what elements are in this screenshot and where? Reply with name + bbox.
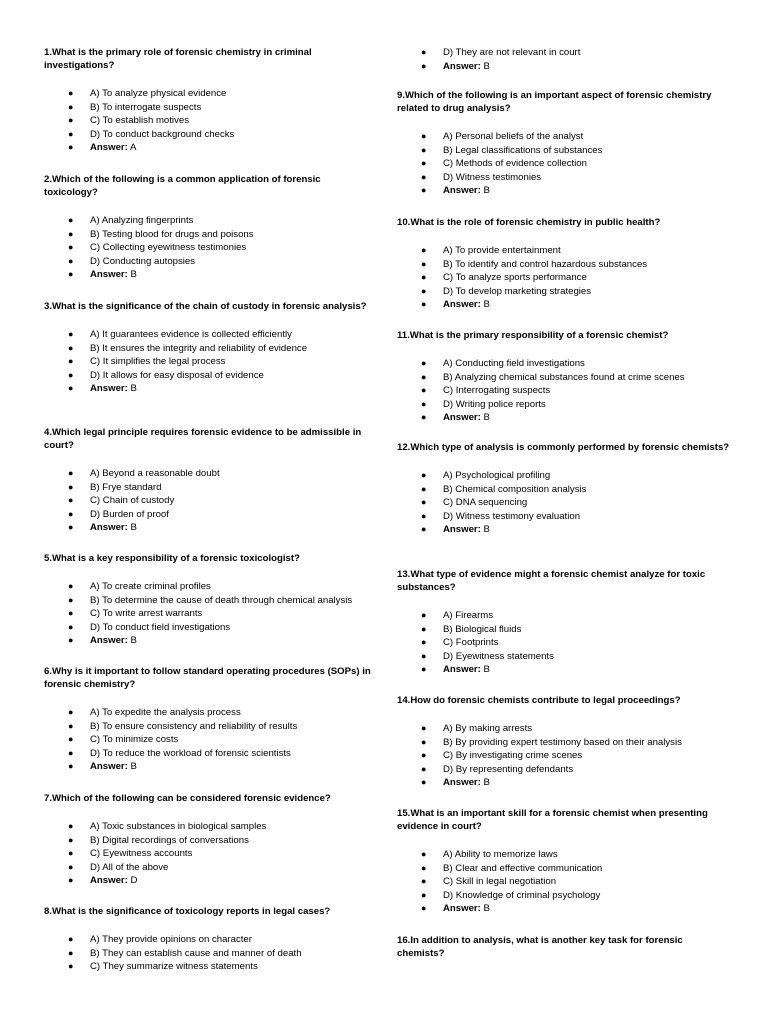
bullet-icon: ● [421, 903, 427, 914]
options-list [397, 357, 732, 425]
bullet-icon: ● [68, 707, 74, 717]
option-d: ● D) To reduce the workload of forensic scientists [68, 747, 291, 759]
bullet-icon: ● [421, 777, 427, 788]
bullet-icon: ● [68, 342, 74, 353]
bullet-icon: ● [68, 848, 74, 859]
question-text: 3.What is the significance of the chain of custody in forensic analysis? [44, 301, 367, 312]
answer: ● Answer: D [68, 875, 138, 887]
bullet-icon: ● [68, 821, 74, 831]
option-a: ● A) To analyze physical evidence [68, 88, 227, 99]
bullet-icon: ● [421, 144, 427, 155]
bullet-icon: ● [421, 412, 427, 423]
bullet-icon: ● [421, 723, 427, 733]
bullet-icon: ● [421, 483, 427, 494]
question-text: 15.What is an important skill for a forensic chemist when presenting evidence in court? [397, 808, 708, 832]
option-d: ● D) To conduct field investigations [68, 621, 231, 633]
option-c: ● C) Footprints [421, 637, 499, 649]
bullet-icon: ● [421, 623, 427, 634]
bullet-icon: ● [68, 88, 74, 98]
question-7 [44, 792, 374, 888]
question-8-continued [397, 46, 732, 73]
bullet-icon: ● [421, 245, 427, 255]
bullet-icon: ● [68, 481, 74, 492]
bullet-icon: ● [68, 961, 74, 972]
options-list [44, 214, 374, 282]
question-10 [397, 216, 732, 312]
bullet-icon: ● [421, 60, 427, 71]
bullet-icon: ● [421, 470, 427, 480]
bullet-icon: ● [68, 228, 74, 239]
options-list [397, 848, 732, 916]
question-text: 4.Which legal principle requires forensic evidence to be admissible in court? [44, 427, 362, 451]
question-12 [397, 441, 732, 537]
option-b: ● B) To determine the cause of death through chemical analysis [68, 594, 353, 606]
options-list [397, 722, 732, 790]
bullet-icon: ● [421, 664, 427, 675]
option-a: ● A) Toxic substances in biological samples [68, 821, 267, 832]
bullet-icon: ● [68, 101, 74, 112]
bullet-icon: ● [68, 581, 74, 591]
question-14 [397, 694, 732, 790]
bullet-icon: ● [421, 524, 427, 535]
option-d: ● D) They are not relevant in court [421, 47, 581, 58]
option-b: ● B) Clear and effective communication [421, 862, 603, 874]
bullet-icon: ● [68, 522, 74, 533]
answer: ● Answer: B [421, 903, 490, 915]
question-15 [397, 807, 732, 916]
question-text: 7.Which of the following can be considered forensic evidence? [44, 793, 331, 804]
bullet-icon: ● [421, 889, 427, 900]
question-4 [44, 426, 374, 535]
option-c: ● C) Skill in legal negotiation [421, 876, 557, 888]
bullet-icon: ● [68, 255, 74, 266]
question-5 [44, 552, 374, 648]
option-b: ● B) Biological fluids [421, 623, 522, 635]
bullet-icon: ● [421, 47, 427, 57]
question-text: 16.In addition to analysis, what is another key task for forensic chemists? [397, 935, 683, 959]
bullet-icon: ● [421, 862, 427, 873]
question-11 [397, 329, 732, 425]
options-list [44, 467, 374, 535]
question-2 [44, 173, 374, 282]
option-c: ● C) To write arrest warrants [68, 608, 203, 620]
options-list [397, 469, 732, 537]
question-text: 5.What is a key responsibility of a forensic toxicologist? [44, 553, 300, 564]
bullet-icon: ● [421, 610, 427, 620]
option-c: ● C) To establish motives [68, 115, 189, 127]
question-text: 13.What type of evidence might a forensic chemist analyze for toxic substances? [397, 569, 706, 593]
option-b: ● B) To identify and control hazardous substances [421, 258, 648, 270]
option-a: ● A) To provide entertainment [421, 245, 561, 256]
option-b: ● B) Testing blood for drugs and poisons [68, 228, 254, 240]
option-d: ● D) All of the above [68, 861, 169, 873]
answer: ● Answer: B [421, 185, 490, 197]
options-list [397, 244, 732, 312]
option-b: ● B) They can establish cause and manner of death [68, 947, 302, 959]
question-text: 11.What is the primary responsibility of a forensic chemist? [397, 330, 669, 341]
question-16 [397, 934, 732, 975]
bullet-icon: ● [421, 185, 427, 196]
bullet-icon: ● [68, 269, 74, 280]
option-c: ● C) Eyewitness accounts [68, 848, 193, 860]
bullet-icon: ● [421, 258, 427, 269]
options-list [44, 580, 374, 648]
bullet-icon: ● [421, 650, 427, 661]
question-6 [44, 665, 374, 774]
bullet-icon: ● [68, 128, 74, 139]
answer: ● Answer: B [68, 269, 137, 281]
bullet-icon: ● [68, 761, 74, 772]
bullet-icon: ● [421, 736, 427, 747]
bullet-icon: ● [68, 834, 74, 845]
bullet-icon: ● [421, 849, 427, 859]
bullet-icon: ● [421, 876, 427, 887]
bullet-icon: ● [68, 621, 74, 632]
option-a: ● A) It guarantees evidence is collected efficiently [68, 329, 292, 340]
bullet-icon: ● [68, 383, 74, 394]
option-c: ● C) To analyze sports performance [421, 272, 587, 284]
bullet-icon: ● [68, 356, 74, 367]
bullet-icon: ● [68, 468, 74, 478]
bullet-icon: ● [68, 747, 74, 758]
question-13 [397, 568, 732, 677]
bullet-icon: ● [68, 720, 74, 731]
question-text: 8.What is the significance of toxicology reports in legal cases? [44, 906, 331, 917]
option-d: ● D) To develop marketing strategies [421, 285, 592, 297]
option-a: ● A) By making arrests [421, 723, 533, 734]
options-list [44, 933, 374, 974]
option-c: ● C) Chain of custody [68, 495, 175, 507]
bullet-icon: ● [68, 369, 74, 380]
answer: ● Answer: B [421, 524, 490, 536]
option-c: ● C) They summarize witness statements [68, 961, 258, 973]
bullet-icon: ● [68, 594, 74, 605]
option-c: ● C) By investigating crime scenes [421, 750, 583, 762]
question-1 [44, 46, 374, 155]
option-d: ● D) Burden of proof [68, 508, 169, 520]
answer: ● Answer: B [68, 522, 137, 534]
bullet-icon: ● [421, 272, 427, 283]
option-a: ● A) Psychological profiling [421, 470, 551, 481]
bullet-icon: ● [421, 385, 427, 396]
option-d: ● D) Writing police reports [421, 398, 546, 410]
question-9 [397, 89, 732, 198]
answer: ● Answer: A [68, 142, 137, 154]
option-d: ● D) Witness testimonies [421, 171, 542, 183]
bullet-icon: ● [68, 934, 74, 944]
option-b: ● B) By providing expert testimony based on their analysis [421, 736, 682, 748]
question-text: 12.Which type of analysis is commonly performed by forensic chemists? [397, 442, 730, 453]
option-a: ● A) To create criminal profiles [68, 581, 211, 592]
option-c: ● C) Methods of evidence collection [421, 158, 587, 170]
question-3 [44, 300, 374, 396]
bullet-icon: ● [68, 734, 74, 745]
option-a: ● A) Ability to memorize laws [421, 849, 558, 860]
option-d: ● D) Witness testimony evaluation [421, 510, 581, 522]
option-c: ● C) It simplifies the legal process [68, 356, 226, 368]
bullet-icon: ● [421, 510, 427, 521]
question-text: 1.What is the primary role of forensic chemistry in criminal investigations? [44, 47, 312, 71]
bullet-icon: ● [68, 861, 74, 872]
option-c: ● C) Collecting eyewitness testimonies [68, 242, 247, 254]
options-list [397, 609, 732, 677]
bullet-icon: ● [421, 358, 427, 368]
bullet-icon: ● [421, 299, 427, 310]
bullet-icon: ● [68, 215, 74, 225]
option-a: ● A) Firearms [421, 610, 494, 621]
bullet-icon: ● [421, 763, 427, 774]
answer: ● Answer: B [421, 412, 490, 424]
option-d: ● D) Eyewitness statements [421, 650, 554, 662]
bullet-icon: ● [68, 142, 74, 153]
bullet-icon: ● [68, 242, 74, 253]
option-d: ● D) To conduct background checks [68, 128, 235, 140]
option-d: ● D) Conducting autopsies [68, 255, 196, 267]
bullet-icon: ● [421, 398, 427, 409]
bullet-icon: ● [421, 750, 427, 761]
option-c: ● C) To minimize costs [68, 734, 179, 746]
options-list [397, 130, 732, 198]
option-d: ● D) Knowledge of criminal psychology [421, 889, 601, 901]
option-d: ● D) By representing defendants [421, 763, 574, 775]
bullet-icon: ● [68, 635, 74, 646]
bullet-icon: ● [68, 495, 74, 506]
bullet-icon: ● [68, 875, 74, 886]
answer: ● Answer: B [421, 60, 490, 72]
option-a: ● A) Analyzing fingerprints [68, 215, 194, 226]
bullet-icon: ● [421, 497, 427, 508]
bullet-icon: ● [68, 115, 74, 126]
options-list [44, 328, 374, 396]
option-a: ● A) They provide opinions on character [68, 934, 252, 945]
option-b: ● B) It ensures the integrity and reliability of evidence [68, 342, 308, 354]
option-a: ● A) Personal beliefs of the analyst [421, 131, 584, 142]
options-list [44, 820, 374, 888]
option-b: ● B) Frye standard [68, 481, 162, 493]
question-text: 10.What is the role of forensic chemistry in public health? [397, 217, 661, 228]
answer: ● Answer: B [68, 383, 137, 395]
question-text: 6.Why is it important to follow standard operating procedures (SOPs) in forensic chemistry? [44, 666, 371, 690]
bullet-icon: ● [68, 608, 74, 619]
question-text: 2.Which of the following is a common application of forensic toxicology? [44, 174, 321, 198]
option-d: ● D) It allows for easy disposal of evidence [68, 369, 264, 381]
options-list [397, 46, 732, 73]
bullet-icon: ● [421, 285, 427, 296]
option-b: ● B) To ensure consistency and reliability of results [68, 720, 298, 732]
answer: ● Answer: B [421, 299, 490, 311]
answer: ● Answer: B [421, 664, 490, 676]
options-list [44, 87, 374, 155]
bullet-icon: ● [68, 329, 74, 339]
bullet-icon: ● [68, 947, 74, 958]
option-c: ● C) DNA sequencing [421, 497, 528, 509]
bullet-icon: ● [421, 158, 427, 169]
option-a: ● A) To expedite the analysis process [68, 707, 241, 718]
option-a: ● A) Conducting field investigations [421, 358, 585, 369]
option-b: ● B) Analyzing chemical substances found at crime scenes [421, 371, 685, 383]
bullet-icon: ● [421, 171, 427, 182]
option-b: ● B) To interrogate suspects [68, 101, 202, 113]
answer: ● Answer: B [68, 635, 137, 647]
options-list [44, 706, 374, 774]
question-8 [44, 905, 374, 974]
question-text: 9.Which of the following is an important aspect of forensic chemistry related to drug analysis? [397, 90, 712, 114]
bullet-icon: ● [421, 637, 427, 648]
bullet-icon: ● [421, 131, 427, 141]
bullet-icon: ● [421, 371, 427, 382]
option-b: ● B) Chemical composition analysis [421, 483, 587, 495]
option-c: ● C) Interrogating suspects [421, 385, 551, 397]
option-b: ● B) Digital recordings of conversations [68, 834, 249, 846]
answer: ● Answer: B [421, 777, 490, 789]
option-b: ● B) Legal classifications of substances [421, 144, 603, 156]
question-text: 14.How do forensic chemists contribute to legal proceedings? [397, 695, 681, 706]
answer: ● Answer: B [68, 761, 137, 773]
bullet-icon: ● [68, 508, 74, 519]
option-a: ● A) Beyond a reasonable doubt [68, 468, 220, 479]
